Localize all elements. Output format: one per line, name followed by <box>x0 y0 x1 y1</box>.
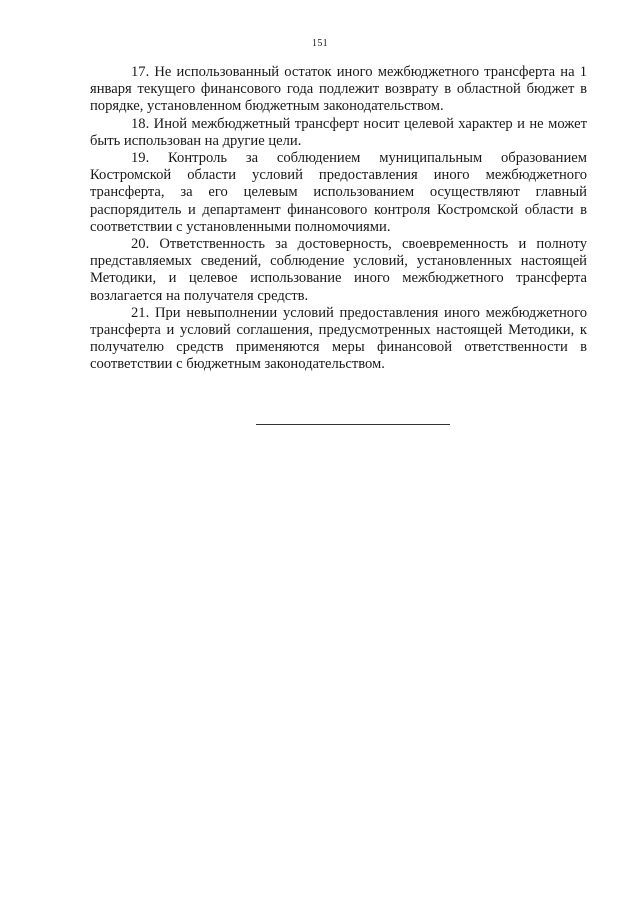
paragraph-19: 19. Контроль за соблюдением муниципальным образованием Костромской области условий предоставления иного межбюджетного трансферта, за его целевым использованием осуществляют главный распорядитель и департамент финансового контроля Костромской области в соответствии с установленными полномочиями. <box>90 150 587 235</box>
end-divider-line <box>256 424 450 425</box>
paragraph-17: 17. Не использованный остаток иного межбюджетного трансферта на 1 января текущего финансового года подлежит возврату в областной бюджет в порядке, установленном бюджетным законодательством. <box>90 64 587 115</box>
page-number: 151 <box>312 38 328 49</box>
paragraph-18: 18. Иной межбюджетный трансферт носит целевой характер и не может быть использован на другие цели. <box>90 115 587 149</box>
document-body <box>90 64 587 374</box>
paragraph-21: 21. При невыполнении условий предоставления иного межбюджетного трансферта и условий соглашения, предусмотренных настоящей Методики, к получателю средств применяются меры финансовой ответственности в соответствии с бюджетным законодательством. <box>90 304 587 373</box>
paragraph-20: 20. Ответственность за достоверность, своевременность и полноту представляемых сведений, соблюдение условий, установленных настоящей Методики, и целевое использование иного межбюджетного трансферта возлагается на получателя средств. <box>90 236 587 304</box>
